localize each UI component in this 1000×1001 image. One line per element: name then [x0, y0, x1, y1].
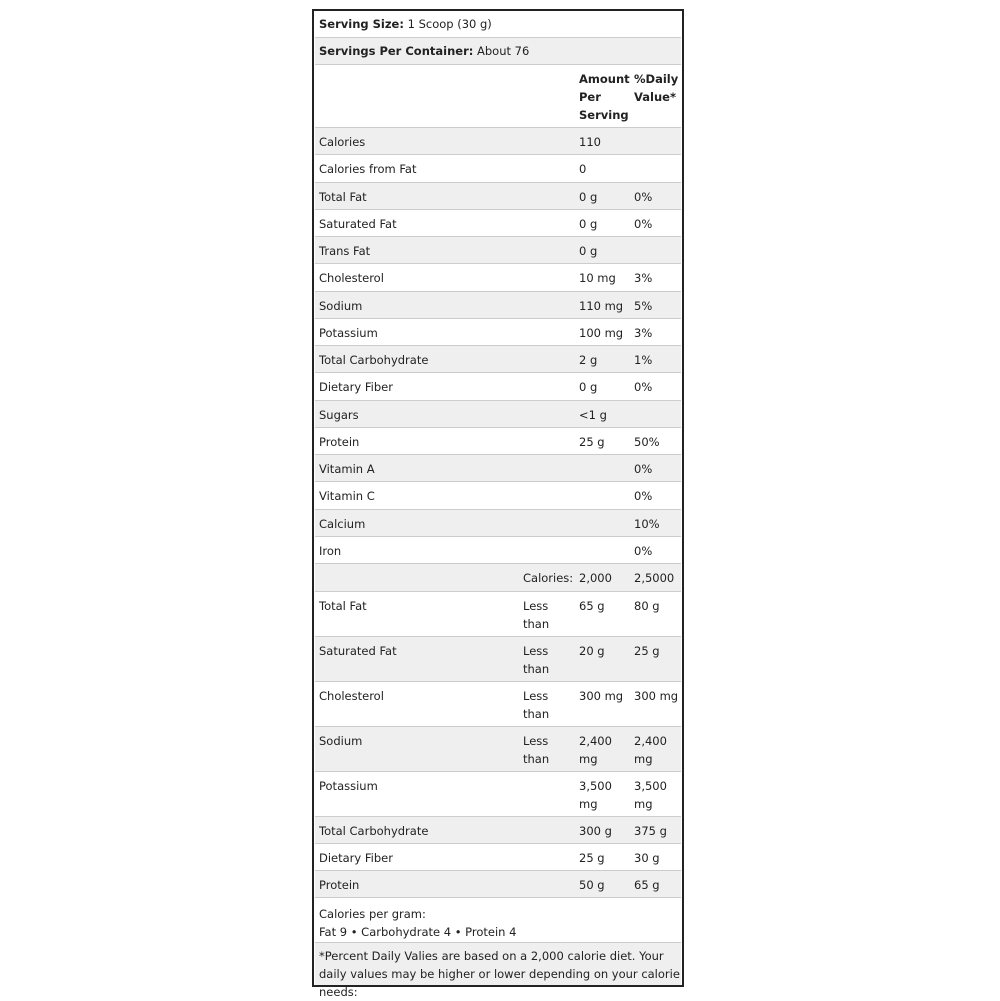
- nutrient-amount: 2 g: [579, 353, 598, 367]
- calories-per-gram-row: [315, 900, 681, 943]
- reference-row: [315, 637, 681, 682]
- nutrient-name: Calcium: [319, 516, 366, 531]
- reference-value-2500: 2,400 mg: [634, 734, 667, 766]
- reference-nutrient-name: Saturated Fat: [319, 644, 397, 658]
- reference-nutrient-name: Dietary Fiber: [319, 851, 393, 865]
- nutrient-name: Total Fat: [319, 189, 367, 204]
- nutrient-daily-value: 50%: [634, 434, 660, 449]
- reference-nutrient-name: Sodium: [319, 734, 363, 748]
- servings-per-container-row: [315, 38, 681, 65]
- reference-row: [315, 871, 681, 898]
- reference-value-2000: 25 g: [579, 851, 605, 865]
- calories-per-gram-label: Calories per gram:: [319, 907, 426, 921]
- servings-per-container-value: About 76: [473, 44, 530, 58]
- reference-value-2500: 375 g: [634, 824, 667, 838]
- nutrient-row: [315, 183, 681, 210]
- nutrient-daily-value: 3%: [634, 271, 653, 286]
- nutrient-daily-value: 1%: [634, 353, 653, 367]
- reference-value-2500: 80 g: [634, 599, 660, 613]
- nutrient-row: [315, 455, 681, 482]
- nutrient-daily-value: 0%: [634, 189, 653, 204]
- reference-value-2000: 3,500 mg: [579, 779, 612, 811]
- reference-nutrient-name: Total Carbohydrate: [319, 824, 429, 838]
- nutrient-amount: 110: [579, 135, 601, 149]
- nutrient-amount: 100 mg: [579, 325, 624, 340]
- nutrient-row: [315, 155, 681, 182]
- reference-value-2500: 30 g: [634, 851, 660, 865]
- reference-value-2000: 20 g: [579, 644, 605, 658]
- nutrient-daily-value: 5%: [634, 298, 653, 313]
- nutrient-name: Calories from Fat: [319, 162, 417, 177]
- reference-value-2000: 300 g: [579, 824, 612, 838]
- reference-value-2000: 300 mg: [579, 689, 624, 703]
- nutrient-daily-value: 3%: [634, 325, 653, 340]
- footnote-row: [315, 943, 681, 999]
- amount-per-serving-header: Amount Per Serving: [579, 72, 630, 122]
- nutrient-amount: 0 g: [579, 380, 598, 395]
- nutrient-name: Saturated Fat: [319, 216, 397, 231]
- nutrient-name: Dietary Fiber: [319, 380, 393, 395]
- reference-value-2000: 2,400 mg: [579, 734, 612, 766]
- reference-nutrient-name: Cholesterol: [319, 689, 384, 703]
- nutrient-row: [315, 128, 681, 155]
- footnote-text: *Percent Daily Valies are based on a 2,000 calorie diet. Your daily values may be higher or lower depending on your calorie needs:: [319, 949, 680, 999]
- nutrient-row: [315, 510, 681, 537]
- nutrient-amount: 0: [579, 162, 587, 177]
- reference-value-2500: 3,500 mg: [634, 779, 667, 811]
- serving-size-value: 1 Scoop (30 g): [403, 17, 492, 31]
- nutrient-amount: 0 g: [579, 189, 598, 204]
- nutrient-row: [315, 537, 681, 564]
- nutrient-row: [315, 319, 681, 346]
- nutrient-row: [315, 401, 681, 428]
- reference-row: [315, 772, 681, 817]
- nutrition-facts-label: [312, 9, 684, 999]
- reference-row: [315, 817, 681, 844]
- nutrient-name: Total Carbohydrate: [319, 353, 429, 367]
- reference-row: [315, 682, 681, 727]
- reference-calories-row: [315, 564, 681, 592]
- column-header-row: [315, 65, 681, 128]
- reference-value-2500: 65 g: [634, 878, 660, 892]
- nutrient-name: Sodium: [319, 298, 363, 313]
- reference-nutrient-name: Protein: [319, 878, 360, 892]
- nutrient-daily-value: 0%: [634, 216, 653, 231]
- serving-size-label: Serving Size:: [319, 17, 404, 31]
- nutrient-row: [315, 237, 681, 264]
- nutrient-amount: 25 g: [579, 434, 605, 449]
- nutrient-daily-value: 0%: [634, 462, 653, 476]
- reference-calories-2000: 2,000: [579, 571, 612, 585]
- reference-calories-label: Calories:: [523, 571, 574, 585]
- nutrient-row: [315, 346, 681, 373]
- reference-value-2500: 25 g: [634, 644, 660, 658]
- reference-qualifier: Less than: [523, 689, 550, 721]
- reference-value-2000: 65 g: [579, 599, 605, 613]
- nutrient-daily-value: 0%: [634, 489, 653, 504]
- nutrient-amount: 110 mg: [579, 298, 624, 313]
- servings-per-container-label: Servings Per Container:: [319, 44, 474, 58]
- nutrient-amount: 0 g: [579, 244, 598, 258]
- nutrient-daily-value: 0%: [634, 543, 653, 558]
- nutrient-row: [315, 373, 681, 400]
- nutrient-amount: <1 g: [579, 407, 607, 422]
- nutrient-name: Vitamin C: [319, 489, 375, 504]
- reference-row: [315, 592, 681, 637]
- reference-qualifier: Less than: [523, 644, 550, 676]
- calories-per-gram-values: Fat 9 • Carbohydrate 4 • Protein 4: [319, 925, 517, 939]
- nutrient-amount: 10 mg: [579, 271, 616, 286]
- reference-nutrient-name: Total Fat: [319, 599, 367, 613]
- reference-value-2000: 50 g: [579, 878, 605, 892]
- nutrient-row: [315, 210, 681, 237]
- nutrient-row: [315, 264, 681, 291]
- nutrient-amount: 0 g: [579, 216, 598, 231]
- reference-qualifier: Less than: [523, 599, 550, 631]
- reference-row: [315, 727, 681, 772]
- nutrient-name: Protein: [319, 434, 360, 449]
- nutrient-daily-value: 10%: [634, 516, 660, 531]
- nutrient-name: Trans Fat: [319, 244, 371, 258]
- nutrient-name: Calories: [319, 135, 366, 149]
- nutrient-row: [315, 482, 681, 509]
- nutrient-name: Sugars: [319, 407, 359, 422]
- reference-qualifier: Less than: [523, 734, 550, 766]
- reference-nutrient-name: Potassium: [319, 779, 378, 793]
- nutrient-name: Potassium: [319, 325, 378, 340]
- reference-value-2500: 300 mg: [634, 689, 679, 703]
- nutrient-name: Cholesterol: [319, 271, 384, 286]
- nutrient-row: [315, 428, 681, 455]
- nutrient-name: Iron: [319, 543, 342, 558]
- daily-value-header: %Daily Value*: [634, 72, 679, 104]
- reference-calories-2500: 2,5000: [634, 571, 675, 585]
- reference-row: [315, 844, 681, 871]
- nutrient-name: Vitamin A: [319, 462, 375, 476]
- nutrient-row: [315, 292, 681, 319]
- serving-size-row: [315, 11, 681, 38]
- nutrient-daily-value: 0%: [634, 380, 653, 395]
